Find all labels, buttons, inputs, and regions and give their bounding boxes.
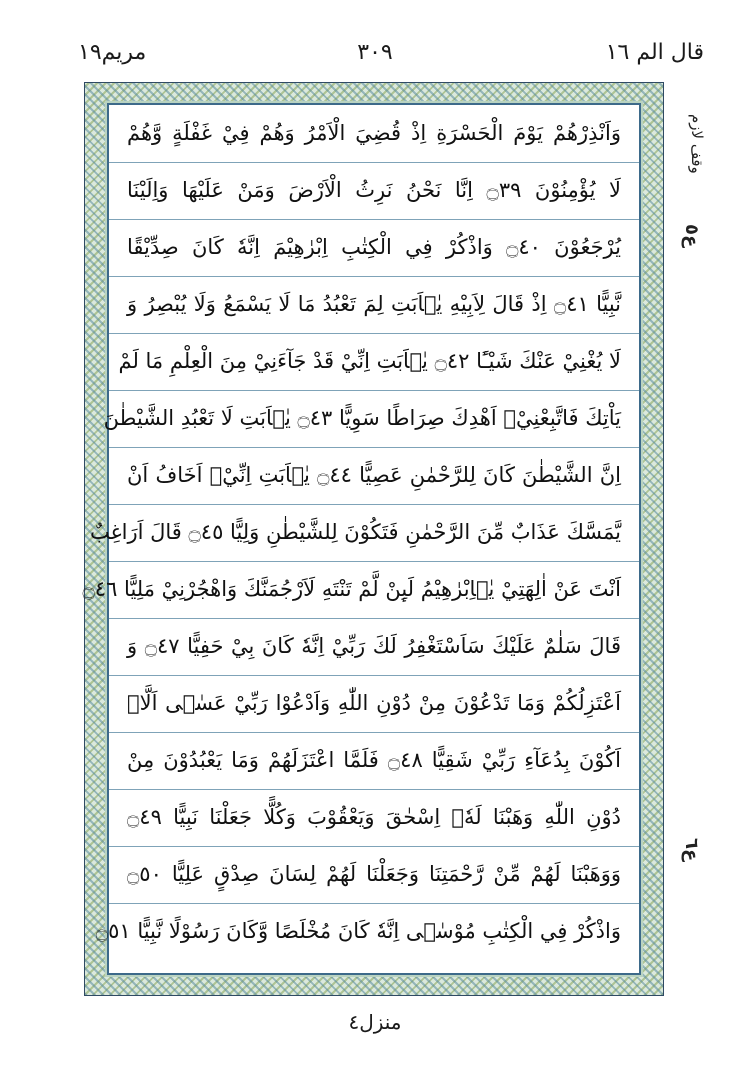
text-line: وَاَنْذِرْهُمْ يَوْمَ الْحَسْرَةِ اِذْ قُضِيَ الْاَمْرُ وَهُمْ فِيْ غَفْلَةٍ وَّهُمْ bbox=[109, 105, 639, 163]
waqf-note: وقف لازم bbox=[688, 114, 706, 174]
text-line: يَاْتِكَ فَاتَّبِعْنِيْۤ اَهْدِكَ صِرَاطًا سَوِيًّا ۝٤٣ يٰۤاَبَتِ لَا تَعْبُدِ الشَّيْطٰنَ bbox=[109, 390, 639, 448]
text-line: اَكُوْنَ بِدُعَآءِ رَبِّيْ شَقِيًّا ۝٤٨ فَلَمَّا اعْتَزَلَهُمْ وَمَا يَعْبُدُوْنَ مِنْ bbox=[109, 732, 639, 790]
text-line: وَوَهَبْنَا لَهُمْ مِّنْ رَّحْمَتِنَا وَجَعَلْنَا لَهُمْ لِسَانَ صِدْقٍ عَلِيًّا ۝٥٠ bbox=[109, 846, 639, 904]
text-line: لَا يُغْنِيْ عَنْكَ شَيْـًٔا ۝٤٢ يٰۤاَبَتِ اِنِّيْ قَدْ جَآءَنِيْ مِنَ الْعِلْمِ مَا لَمْ bbox=[109, 333, 639, 391]
text-line: نَّبِيًّا ۝٤١ اِذْ قَالَ لِاَبِيْهِ يٰۤاَبَتِ لِمَ تَعْبُدُ مَا لَا يَسْمَعُ وَلَا يُبْصِرُ وَ bbox=[109, 276, 639, 334]
text-panel bbox=[82, 103, 641, 975]
text-line: قَالَ سَلٰمٌ عَلَيْكَ سَاَسْتَغْفِرُ لَكَ رَبِّيْ اِنَّهٗ كَانَ بِيْ حَفِيًّا ۝٤٧ وَ bbox=[109, 618, 639, 676]
text-line: يُرْجَعُوْنَ ۝٤٠ وَاذْكُرْ فِي الْكِتٰبِ اِبْرٰهِيْمَ اِنَّهٗ كَانَ صِدِّيْقًا bbox=[109, 219, 639, 277]
manzil-label: منزل٤ bbox=[348, 1010, 402, 1034]
surah-title: مريم١٩ bbox=[78, 40, 147, 65]
text-line: يَّمَسَّكَ عَذَابٌ مِّنَ الرَّحْمٰنِ فَتَكُوْنَ لِلشَّيْطٰنِ وَلِيًّا ۝٤٥ قَالَ اَرَاغِبٌ bbox=[109, 504, 639, 562]
text-line: دُوْنِ اللّٰهِ وَهَبْنَا لَهٗۤ اِسْحٰقَ وَيَعْقُوْبَ وَكُلًّا جَعَلْنَا نَبِيًّا ۝٤٩ bbox=[109, 789, 639, 847]
text-line: وَاذْكُرْ فِي الْكِتٰبِ مُوْسٰۤى اِنَّهٗ كَانَ مُخْلَصًا وَّكَانَ رَسُوْلًا نَّبِيًّا ۝٥١ bbox=[95, 919, 621, 943]
text-line: اَعْتَزِلُكُمْ وَمَا تَدْعُوْنَ مِنْ دُوْنِ اللّٰهِ وَاَدْعُوْا رَبِّيْ عَسٰۤى اَلَّاۤ bbox=[109, 675, 639, 733]
juz-title: قال الم ١٦ bbox=[605, 40, 704, 65]
text-line: اَنْتَ عَنْ اٰلِهَتِيْ يٰۤاِبْرٰهِيْمُ لَىِٕنْ لَّمْ تَنْتَهِ لَاَرْجُمَنَّكَ وَاهْجُرْنِيْ مَلِيًّا ۝٤٦ bbox=[109, 561, 639, 619]
ruku-marker: ع٥ bbox=[681, 224, 702, 248]
text-line: لَا يُؤْمِنُوْنَ ۝٣٩ اِنَّا نَحْنُ نَرِثُ الْاَرْضَ وَمَنْ عَلَيْهَا وَاِلَيْنَا bbox=[109, 162, 639, 220]
ornamental-border bbox=[84, 82, 664, 996]
page-number: ٣٠٩ bbox=[357, 40, 393, 65]
text-line: اِنَّ الشَّيْطٰنَ كَانَ لِلرَّحْمٰنِ عَصِيًّا ۝٤٤ يٰۤاَبَتِ اِنِّيْۤ اَخَافُ اَنْ bbox=[109, 447, 639, 505]
ruku-marker: ع٦ bbox=[681, 838, 702, 862]
